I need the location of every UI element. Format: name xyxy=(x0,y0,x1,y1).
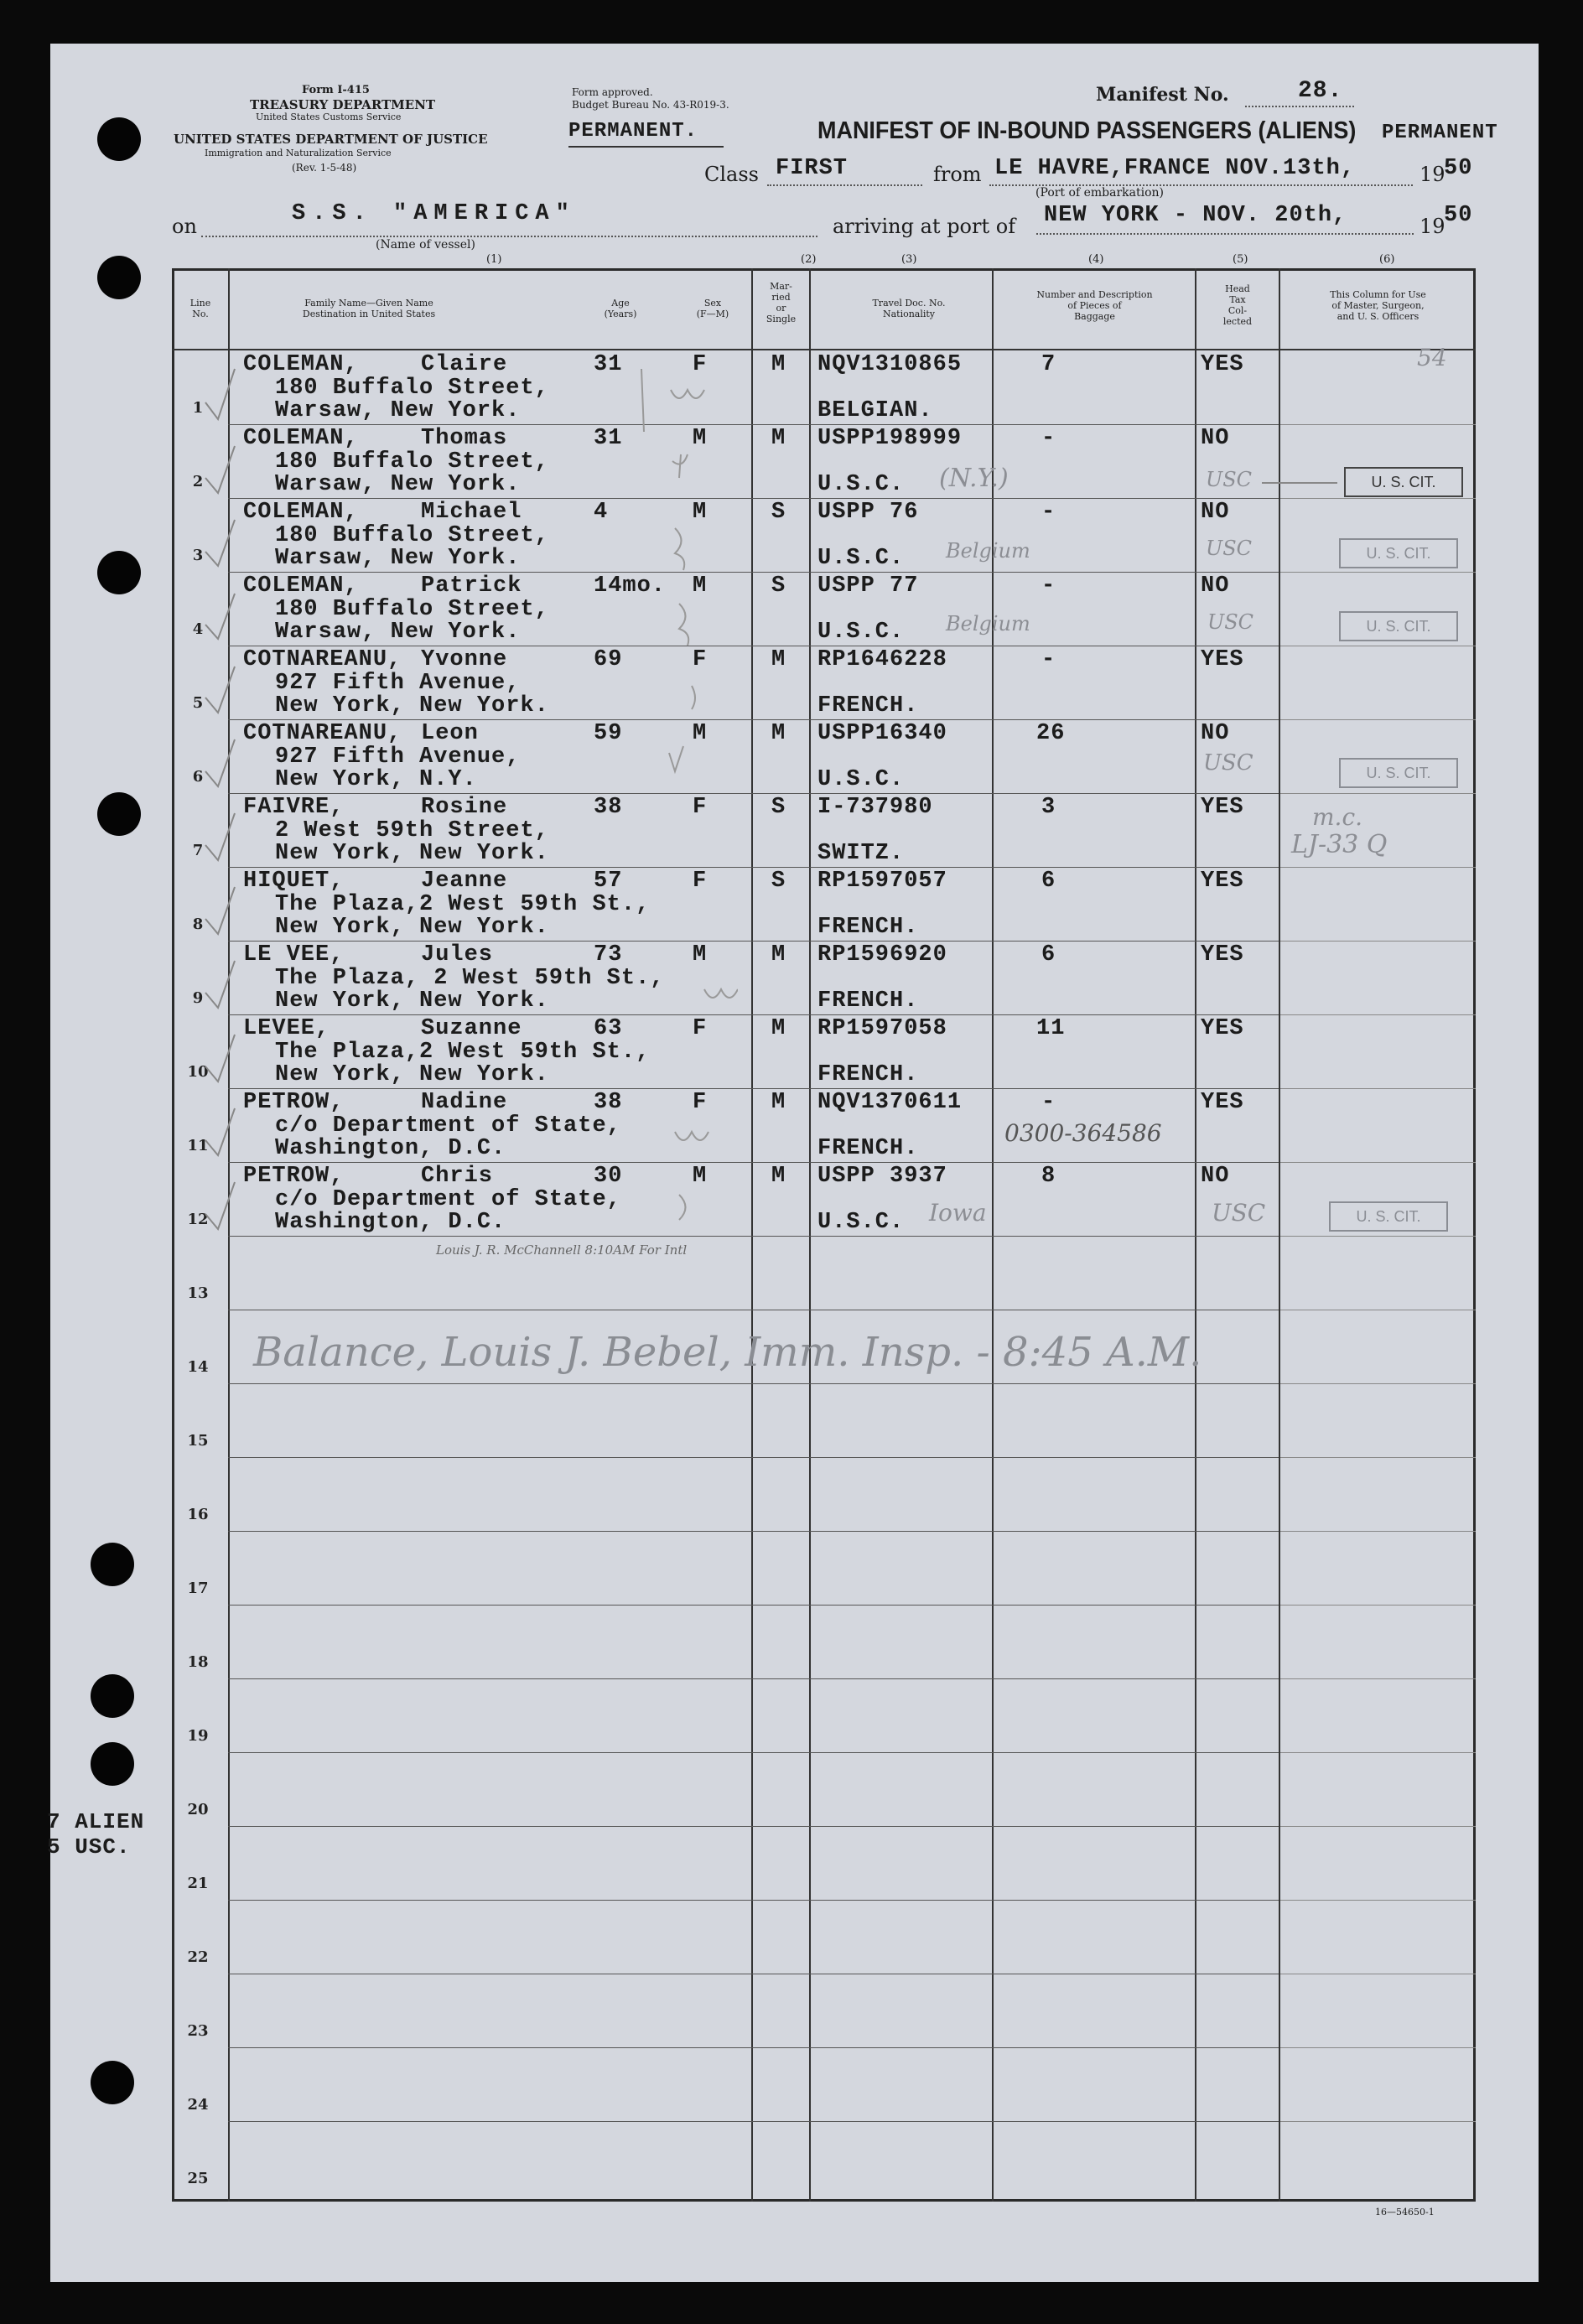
row-divider xyxy=(228,1162,1279,1163)
arrival-port-date: NEW YORK - NOV. 20th, xyxy=(1044,203,1347,228)
row-divider xyxy=(228,1383,1279,1384)
vessel-caption: (Name of vessel) xyxy=(376,238,475,252)
row-divider xyxy=(1280,867,1476,868)
passenger-address-city: Warsaw, New York. xyxy=(275,472,521,497)
line-number: 18 xyxy=(187,1653,209,1671)
port-embark-caption: (Port of embarkation) xyxy=(1035,186,1164,200)
row-divider xyxy=(1280,1162,1476,1163)
passenger-travel-doc: NQV1310865 xyxy=(817,352,963,377)
row-divider xyxy=(1280,2121,1476,2122)
passenger-address-street: The Plaza,2 West 59th St., xyxy=(275,1040,651,1065)
passenger-given-name: Jeanne xyxy=(421,869,508,894)
punch-hole xyxy=(97,117,141,161)
row-divider xyxy=(228,867,1279,868)
passenger-surname: COTNAREANU, xyxy=(243,647,402,672)
passenger-baggage: 6 xyxy=(1041,942,1056,967)
passenger-baggage: - xyxy=(1041,500,1056,525)
punch-hole xyxy=(97,256,141,299)
header-line-no: Line No. xyxy=(189,298,211,319)
passenger-marital-status: M xyxy=(771,1090,786,1115)
handwritten-ny: (N.Y.) xyxy=(939,464,1009,493)
budget-bureau: Budget Bureau No. 43-R019-3. xyxy=(572,99,729,111)
passenger-head-tax: YES xyxy=(1201,869,1244,894)
passenger-address-city: New York, New York. xyxy=(275,841,549,866)
line-number: 10 xyxy=(187,1063,209,1081)
passenger-address-street: 927 Fifth Avenue, xyxy=(275,671,521,696)
ins-service: Immigration and Naturalization Service xyxy=(205,148,392,158)
line-number: 5 xyxy=(192,694,204,712)
passenger-address-street: 180 Buffalo Street, xyxy=(275,597,549,622)
passenger-address-street: c/o Department of State, xyxy=(275,1113,621,1139)
alien-count: 7 ALIEN xyxy=(47,1809,145,1834)
from-year-prefix: 19 xyxy=(1420,163,1445,186)
embark-port-date: LE HAVRE,FRANCE NOV.13th, xyxy=(994,156,1356,181)
passenger-baggage: 11 xyxy=(1036,1016,1066,1041)
line-number: 11 xyxy=(187,1137,209,1154)
passenger-nationality: FRENCH. xyxy=(817,988,919,1014)
passenger-travel-doc: I-737980 xyxy=(817,795,933,820)
passenger-surname: COLEMAN, xyxy=(243,500,359,525)
passenger-given-name: Yvonne xyxy=(421,647,508,672)
row-divider xyxy=(1280,793,1476,794)
handwritten-iowa: Iowa xyxy=(929,1199,987,1227)
row-divider xyxy=(228,719,1279,720)
handwritten-balance: Balance, Louis J. Bebel, Imm. Insp. - 8:45 A.M. xyxy=(253,1329,1202,1376)
header-name: Family Name—Given Name Destination in United States xyxy=(302,298,436,319)
handwritten-belgium: Belgium xyxy=(946,539,1030,563)
passenger-travel-doc: USPP 77 xyxy=(817,573,919,599)
passenger-given-name: Michael xyxy=(421,500,522,525)
passenger-given-name: Rosine xyxy=(421,795,508,820)
header-officers: This Column for Use of Master, Surgeon, and U. S. Officers xyxy=(1330,289,1426,322)
arrival-year: 50 xyxy=(1444,203,1473,228)
passenger-head-tax: YES xyxy=(1201,1090,1244,1115)
passenger-age: 31 xyxy=(594,352,623,377)
passenger-age: 4 xyxy=(594,500,609,525)
passenger-marital-status: S xyxy=(771,795,786,820)
handwritten-usc: USC xyxy=(1212,1199,1266,1227)
line-number: 20 xyxy=(187,1801,209,1818)
form-revision: (Rev. 1-5-48) xyxy=(292,162,357,174)
row-divider xyxy=(1280,1457,1476,1458)
line-number: 2 xyxy=(192,473,204,490)
passenger-marital-status: M xyxy=(771,1016,786,1041)
line-number: 24 xyxy=(187,2096,209,2114)
passenger-nationality: SWITZ. xyxy=(817,841,905,866)
passenger-nationality: U.S.C. xyxy=(817,472,905,497)
passenger-head-tax: YES xyxy=(1201,942,1244,967)
passenger-address-street: The Plaza,2 West 59th St., xyxy=(275,892,651,917)
passenger-surname: HIQUET, xyxy=(243,869,345,894)
row-divider xyxy=(228,2121,1279,2122)
passenger-travel-doc: RP1597057 xyxy=(817,869,947,894)
passenger-address-city: New York, New York. xyxy=(275,988,549,1014)
passenger-age: 59 xyxy=(594,721,623,746)
passenger-head-tax: YES xyxy=(1201,795,1244,820)
passenger-travel-doc: USPP 3937 xyxy=(817,1164,947,1189)
passenger-nationality: FRENCH. xyxy=(817,1136,919,1161)
permanent-stamp-right: PERMANENT xyxy=(1382,122,1498,144)
line-number: 7 xyxy=(192,842,204,859)
vessel-name: S.S. "AMERICA" xyxy=(292,201,576,226)
col-num-5: (5) xyxy=(1233,253,1248,266)
passenger-surname: PETROW, xyxy=(243,1164,345,1189)
handwritten-usc: USC xyxy=(1206,468,1253,491)
passenger-sex: M xyxy=(693,573,708,599)
passenger-address-street: The Plaza, 2 West 59th St., xyxy=(275,966,665,991)
passenger-marital-status: M xyxy=(771,942,786,967)
line-number: 12 xyxy=(187,1211,209,1228)
row-divider xyxy=(1280,1826,1476,1827)
line-number: 17 xyxy=(187,1580,209,1597)
handwritten-mc: m.c. xyxy=(1312,803,1363,831)
passenger-age: 30 xyxy=(594,1164,623,1189)
passenger-nationality: FRENCH. xyxy=(817,693,919,718)
line-number: 9 xyxy=(192,989,204,1007)
passenger-given-name: Suzanne xyxy=(421,1016,522,1041)
passenger-baggage: 8 xyxy=(1041,1164,1056,1189)
passenger-marital-status: M xyxy=(771,647,786,672)
row-divider xyxy=(1280,719,1476,720)
passenger-head-tax: NO xyxy=(1201,721,1230,746)
row-divider xyxy=(1280,1678,1476,1679)
row-divider xyxy=(228,572,1279,573)
row-divider xyxy=(1280,1752,1476,1753)
form-approved: Form approved. xyxy=(572,86,653,98)
passenger-baggage: - xyxy=(1041,573,1056,599)
row-divider xyxy=(228,498,1279,499)
passenger-address-city: New York, New York. xyxy=(275,693,549,718)
us-cit-stamp: U. S. CIT. xyxy=(1344,467,1463,497)
passenger-address-city: Warsaw, New York. xyxy=(275,398,521,423)
us-cit-stamp: U. S. CIT. xyxy=(1339,758,1458,788)
passenger-age: 73 xyxy=(594,942,623,967)
passenger-address-street: 927 Fifth Avenue, xyxy=(275,744,521,770)
passenger-sex: M xyxy=(693,426,708,451)
row-divider xyxy=(228,1014,1279,1015)
passenger-baggage: 6 xyxy=(1041,869,1056,894)
passenger-sex: F xyxy=(693,1090,708,1115)
row-divider xyxy=(228,1900,1279,1901)
col-num-3: (3) xyxy=(901,253,917,266)
line-number: 8 xyxy=(192,916,204,933)
sex-column-marks xyxy=(637,352,738,1232)
row-divider xyxy=(1280,1900,1476,1901)
handwritten-small-note: Louis J. R. McChannell 8:10AM For Intl xyxy=(436,1242,688,1258)
row-divider xyxy=(1280,1383,1476,1384)
passenger-address-street: 180 Buffalo Street, xyxy=(275,449,549,475)
passenger-sex: M xyxy=(693,942,708,967)
passenger-travel-doc: USPP198999 xyxy=(817,426,963,451)
passenger-surname: LEVEE, xyxy=(243,1016,330,1041)
col-num-1: (1) xyxy=(486,253,502,266)
passenger-marital-status: S xyxy=(771,500,786,525)
header-married: Mar- ried or Single xyxy=(766,281,797,324)
handwritten-usc: USC xyxy=(1206,537,1253,560)
passenger-baggage: 3 xyxy=(1041,795,1056,820)
punch-hole xyxy=(91,1674,134,1718)
passenger-head-tax: YES xyxy=(1201,352,1244,377)
passenger-head-tax: NO xyxy=(1201,573,1230,599)
passenger-marital-status: M xyxy=(771,426,786,451)
passenger-age: 57 xyxy=(594,869,623,894)
passenger-age: 69 xyxy=(594,647,623,672)
line-number: 14 xyxy=(187,1358,209,1376)
row-divider xyxy=(228,424,1279,425)
line-number: 25 xyxy=(187,2170,209,2187)
line-number: 4 xyxy=(192,620,204,638)
passenger-nationality: U.S.C. xyxy=(817,620,905,645)
passenger-sex: F xyxy=(693,352,708,377)
passenger-address-street: c/o Department of State, xyxy=(275,1187,621,1212)
col-num-2: (2) xyxy=(801,253,817,266)
manifest-title: MANIFEST OF IN-BOUND PASSENGERS (ALIENS) xyxy=(817,117,1357,144)
passenger-sex: F xyxy=(693,647,708,672)
us-cit-stamp: U. S. CIT. xyxy=(1329,1201,1448,1232)
handwritten-lj: LJ-33 Q xyxy=(1291,830,1388,859)
passenger-head-tax: YES xyxy=(1201,647,1244,672)
usc-count: 5 USC. xyxy=(47,1834,131,1860)
passenger-given-name: Patrick xyxy=(421,573,522,599)
punch-hole xyxy=(91,1543,134,1586)
passenger-baggage: 26 xyxy=(1036,721,1066,746)
header-sex: Sex (F—M) xyxy=(696,298,729,319)
customs-service: United States Customs Service xyxy=(256,112,402,122)
passenger-sex: M xyxy=(693,721,708,746)
passenger-address-city: New York, New York. xyxy=(275,915,549,940)
handwritten-usc: USC xyxy=(1207,610,1254,634)
justice-dept: UNITED STATES DEPARTMENT OF JUSTICE xyxy=(174,132,488,147)
passenger-address-city: New York, N.Y. xyxy=(275,767,477,792)
passenger-given-name: Chris xyxy=(421,1164,494,1189)
punch-hole xyxy=(97,792,141,836)
passenger-marital-status: M xyxy=(771,352,786,377)
row-divider xyxy=(228,793,1279,794)
passenger-surname: COTNAREANU, xyxy=(243,721,402,746)
passenger-surname: LE VEE, xyxy=(243,942,345,967)
passenger-marital-status: M xyxy=(771,1164,786,1189)
passenger-nationality: BELGIAN. xyxy=(817,398,933,423)
manifest-number: 28. xyxy=(1298,78,1343,104)
row-divider xyxy=(1280,1236,1476,1237)
row-divider xyxy=(1280,1605,1476,1606)
header-travel-doc: Travel Doc. No. Nationality xyxy=(872,298,946,319)
col-num-4: (4) xyxy=(1088,253,1104,266)
line-number: 23 xyxy=(187,2022,209,2040)
us-cit-stamp: U. S. CIT. xyxy=(1339,611,1458,641)
passenger-travel-doc: RP1646228 xyxy=(817,647,947,672)
row-divider xyxy=(228,1457,1279,1458)
line-number: 22 xyxy=(187,1948,209,1966)
passenger-address-city: Washington, D.C. xyxy=(275,1210,506,1235)
row-divider xyxy=(228,1236,1279,1237)
passenger-travel-doc: USPP 76 xyxy=(817,500,919,525)
line-number: 13 xyxy=(187,1284,209,1302)
handwritten-usc: USC xyxy=(1203,750,1253,776)
passenger-baggage: 7 xyxy=(1041,352,1056,377)
passenger-nationality: FRENCH. xyxy=(817,915,919,940)
passenger-travel-doc: NQV1370611 xyxy=(817,1090,963,1115)
passenger-travel-doc: RP1597058 xyxy=(817,1016,947,1041)
passenger-surname: FAIVRE, xyxy=(243,795,345,820)
passenger-address-city: Warsaw, New York. xyxy=(275,546,521,571)
row-divider xyxy=(1280,941,1476,942)
passenger-head-tax: NO xyxy=(1201,426,1230,451)
passenger-head-tax: YES xyxy=(1201,1016,1244,1041)
from-year: 50 xyxy=(1444,156,1473,181)
punch-hole xyxy=(91,2061,134,2104)
handwritten-number: 0300-364586 xyxy=(1004,1119,1162,1147)
passenger-sex: F xyxy=(693,869,708,894)
passenger-given-name: Nadine xyxy=(421,1090,508,1115)
row-divider xyxy=(228,1678,1279,1679)
passenger-age: 31 xyxy=(594,426,623,451)
passenger-address-street: 180 Buffalo Street, xyxy=(275,376,549,401)
line-number: 6 xyxy=(192,768,204,786)
handwritten-54: 54 xyxy=(1417,344,1447,371)
class-label: Class xyxy=(704,163,759,186)
passenger-surname: COLEMAN, xyxy=(243,426,359,451)
passenger-surname: COLEMAN, xyxy=(243,352,359,377)
row-divider xyxy=(228,1752,1279,1753)
header-age: Age (Years) xyxy=(604,298,637,319)
on-label: on xyxy=(172,215,197,238)
passenger-sex: F xyxy=(693,1016,708,1041)
line-number: 19 xyxy=(187,1727,209,1745)
from-label: from xyxy=(933,163,982,186)
us-cit-stamp: U. S. CIT. xyxy=(1339,538,1458,568)
passenger-given-name: Claire xyxy=(421,352,508,377)
row-divider xyxy=(1280,2047,1476,2048)
passenger-sex: F xyxy=(693,795,708,820)
checkmarks xyxy=(189,352,289,1274)
passenger-address-street: 2 West 59th Street, xyxy=(275,818,549,843)
passenger-marital-status: S xyxy=(771,573,786,599)
class-value: FIRST xyxy=(776,156,849,181)
footer-code: 16—54650-1 xyxy=(1375,2207,1435,2218)
passenger-marital-status: M xyxy=(771,721,786,746)
row-divider xyxy=(1280,572,1476,573)
passenger-given-name: Leon xyxy=(421,721,479,746)
arrival-year-prefix: 19 xyxy=(1420,215,1445,238)
row-divider xyxy=(1280,1014,1476,1015)
punch-hole xyxy=(97,551,141,594)
form-number: Form I-415 xyxy=(302,84,370,96)
row-divider xyxy=(1280,424,1476,425)
passenger-address-street: 180 Buffalo Street, xyxy=(275,523,549,548)
passenger-baggage: - xyxy=(1041,426,1056,451)
col-num-6: (6) xyxy=(1379,253,1395,266)
row-divider xyxy=(228,2047,1279,2048)
passenger-head-tax: NO xyxy=(1201,1164,1230,1189)
passenger-given-name: Jules xyxy=(421,942,494,967)
line-number: 15 xyxy=(187,1432,209,1450)
passenger-baggage: - xyxy=(1041,1090,1056,1115)
passenger-baggage: - xyxy=(1041,647,1056,672)
line-number: 16 xyxy=(187,1506,209,1523)
passenger-sex: M xyxy=(693,500,708,525)
row-divider xyxy=(228,1826,1279,1827)
arriving-label: arriving at port of xyxy=(833,215,1016,238)
row-divider xyxy=(228,1088,1279,1089)
passenger-travel-doc: USPP16340 xyxy=(817,721,947,746)
passenger-address-city: Washington, D.C. xyxy=(275,1136,506,1161)
row-divider xyxy=(228,1605,1279,1606)
passenger-age: 63 xyxy=(594,1016,623,1041)
passenger-nationality: U.S.C. xyxy=(817,546,905,571)
passenger-nationality: FRENCH. xyxy=(817,1062,919,1087)
permanent-stamp-left: PERMANENT. xyxy=(568,120,698,143)
passenger-travel-doc: RP1596920 xyxy=(817,942,947,967)
passenger-address-city: New York, New York. xyxy=(275,1062,549,1087)
punch-hole xyxy=(91,1742,134,1786)
passenger-nationality: U.S.C. xyxy=(817,1210,905,1235)
row-divider xyxy=(1280,1088,1476,1089)
line-number: 21 xyxy=(187,1875,209,1892)
line-number: 1 xyxy=(192,399,204,417)
passenger-age: 38 xyxy=(594,1090,623,1115)
row-divider xyxy=(228,1531,1279,1532)
row-divider xyxy=(1280,1531,1476,1532)
passenger-nationality: U.S.C. xyxy=(817,767,905,792)
header-head-tax: Head Tax Col- lected xyxy=(1222,283,1253,327)
handwritten-belgium: Belgium xyxy=(946,612,1030,635)
passenger-age: 14mo. xyxy=(594,573,667,599)
row-divider xyxy=(1280,498,1476,499)
row-divider xyxy=(228,941,1279,942)
passenger-surname: PETROW, xyxy=(243,1090,345,1115)
treasury-dept: TREASURY DEPARTMENT xyxy=(250,97,436,112)
passenger-address-city: Warsaw, New York. xyxy=(275,620,521,645)
passenger-given-name: Thomas xyxy=(421,426,508,451)
passenger-head-tax: NO xyxy=(1201,500,1230,525)
header-baggage: Number and Description of Pieces of Baggage xyxy=(1036,289,1153,322)
manifest-number-label: Manifest No. xyxy=(1096,84,1229,106)
passenger-marital-status: S xyxy=(771,869,786,894)
passenger-sex: M xyxy=(693,1164,708,1189)
passenger-surname: COLEMAN, xyxy=(243,573,359,599)
line-number: 3 xyxy=(192,547,204,564)
passenger-age: 38 xyxy=(594,795,623,820)
